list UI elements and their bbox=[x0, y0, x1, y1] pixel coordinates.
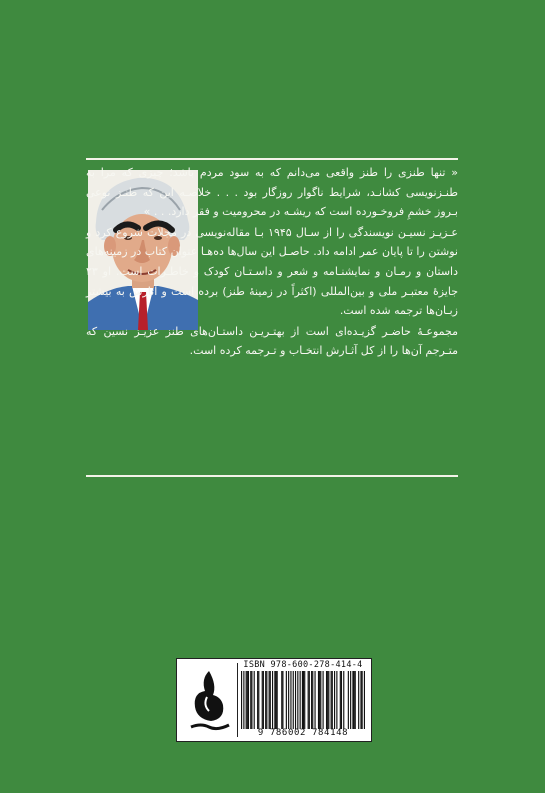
barcode-bar bbox=[290, 671, 291, 729]
barcode-bar bbox=[336, 671, 337, 729]
biography-paragraph: عـزیـز نسیـن نویسندگی را از سـال ۱۹۴۵ بـا مقاله‌نویسی در مجلات شروع کرد و نوشتن را تا پایان عمر ادامه داد. حاصـل این سال‌ها ده‌هـا عنوان کتاب در زمینه‌های داستان و رمـان و نمایشنـامه و شعر و داسـتـان کودک و خاطـرات است. او ۲۳ جایزهٔ معتبـر ملی و بین‌المللی (اکثراً در زمینهٔ طنز) برده است و آثارش به بیشتر زبـان‌ها ترجمه شده است. bbox=[86, 225, 458, 318]
barcode-bar bbox=[257, 671, 258, 729]
barcode-bar bbox=[358, 671, 359, 729]
barcode-bar bbox=[360, 671, 361, 729]
barcode-bar bbox=[318, 671, 319, 729]
publisher-logo-icon bbox=[183, 667, 235, 735]
barcode-bar bbox=[326, 671, 327, 729]
barcode-bar bbox=[350, 671, 351, 729]
barcode-bar bbox=[270, 671, 271, 729]
barcode-bar bbox=[320, 671, 321, 729]
barcode-bar bbox=[288, 671, 289, 729]
bottom-divider-line bbox=[86, 475, 458, 477]
barcode-bar bbox=[246, 671, 247, 729]
barcode-bar bbox=[258, 671, 259, 729]
barcode-bar bbox=[302, 671, 303, 729]
barcode-bar bbox=[354, 671, 355, 729]
quote-paragraph: « تنها طنزی را طنز واقعی می‌دانم که به سود مردم باشد؛ چیزی که مرا به طنـزنویسی کشانـد، شرایط ناگوار روزگار بود . . . خلاصـه این که طنـز نوعی بـروز خشمِ فروخـورده است که ریشـه در محرومیت و فقر دارد. . . » bbox=[86, 166, 458, 219]
barcode-bar bbox=[295, 671, 296, 729]
barcode-bar bbox=[334, 671, 335, 729]
barcode-digits: 9 786002 784148 bbox=[257, 728, 349, 738]
barcode-bar bbox=[340, 671, 341, 729]
barcode-bar bbox=[263, 671, 264, 729]
collection-paragraph: مجموعـهٔ حاضـر گزیـده‌ای است از بهتـریـن داستـان‌های طنز عزیـز نسین که متـرجم آن‌ها را از کل آثـارش انتخـاب و تـرجمه کرده است. bbox=[86, 324, 458, 358]
barcode-bar bbox=[282, 671, 283, 729]
barcode-bar bbox=[319, 671, 320, 729]
barcode-bar bbox=[266, 671, 267, 729]
barcode-bar bbox=[262, 671, 263, 729]
barcode-bar bbox=[250, 671, 251, 729]
barcode-bar bbox=[281, 671, 282, 729]
isbn-label: ISBN 978-600-278-414-4 bbox=[243, 660, 363, 670]
barcode-bar bbox=[343, 671, 344, 729]
barcode-bar bbox=[355, 671, 356, 729]
cover-text-block bbox=[86, 163, 458, 362]
barcode-bar bbox=[327, 671, 328, 729]
barcode-bar bbox=[331, 671, 332, 729]
barcode-bar bbox=[328, 671, 329, 729]
barcode-bar bbox=[308, 671, 309, 729]
barcode-bar bbox=[248, 671, 249, 729]
barcode-logo-divider bbox=[237, 663, 238, 737]
barcode-bar bbox=[362, 671, 363, 729]
barcode-bar bbox=[251, 671, 252, 729]
barcode-bar bbox=[312, 671, 313, 729]
barcode-bar bbox=[277, 671, 278, 729]
barcode-bar bbox=[311, 671, 312, 729]
barcode-bar bbox=[286, 671, 287, 729]
barcode-bar bbox=[275, 671, 276, 729]
barcode-bar bbox=[348, 671, 349, 729]
barcode-bar bbox=[243, 671, 244, 729]
barcode-bar bbox=[297, 671, 298, 729]
barcode-bar bbox=[309, 671, 310, 729]
barcode-bar bbox=[272, 671, 273, 729]
barcode-bar bbox=[364, 671, 365, 729]
barcode-bars bbox=[241, 671, 365, 729]
barcode-bar bbox=[303, 671, 304, 729]
isbn-barcode-box bbox=[176, 658, 372, 742]
barcode-bar bbox=[323, 671, 324, 729]
barcode-bar bbox=[254, 671, 255, 729]
barcode-bar bbox=[304, 671, 305, 729]
barcode-bar bbox=[269, 671, 270, 729]
top-divider-line bbox=[86, 158, 458, 160]
barcode-bar bbox=[265, 671, 266, 729]
barcode-bar bbox=[341, 671, 342, 729]
barcode-bar bbox=[247, 671, 248, 729]
barcode-bar bbox=[300, 671, 301, 729]
barcode-bar bbox=[332, 671, 333, 729]
barcode-bar bbox=[293, 671, 294, 729]
barcode-bar bbox=[352, 671, 353, 729]
barcode-bar bbox=[314, 671, 315, 729]
barcode-bar bbox=[241, 671, 242, 729]
barcode-bar bbox=[274, 671, 275, 729]
